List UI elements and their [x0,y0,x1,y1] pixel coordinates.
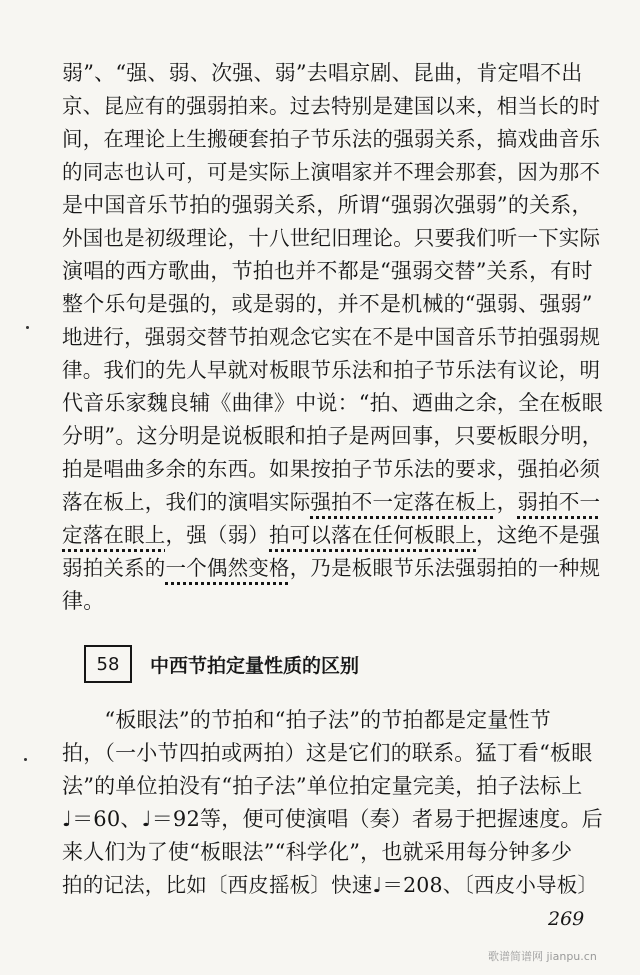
page-number: 269 [548,908,585,930]
plain-text: ，这绝不是强 [476,523,601,547]
plain-text: ，乃是板眼节乐法强弱拍的一种规 [289,556,601,580]
plain-text: 弱拍关系的 [62,556,166,580]
watermark: 歌谱简谱网 jianpu.cn [488,950,597,963]
emphasized-text: 弱拍不一 [517,490,601,514]
text-line: 拍的记法，比如〔西皮摇板〕快速♩＝208、〔西皮小导板〕 [62,873,599,897]
emphasized-text: 定落在眼上 [62,523,166,547]
text-line: 法”的单位拍没有“拍子法”单位拍定量完美，拍子法标上 [62,774,583,798]
text-line: 间，在理论上生搬硬套拍子节乐法的强弱关系，搞戏曲音乐 [62,127,601,151]
text-line-emphasis [62,485,610,519]
text-line: 外国也是初级理论，十八世纪旧理论。只要我们听一下实际 [62,226,601,250]
text-line: 的同志也认可，可是实际上演唱家并不理会那套，因为那不 [62,160,601,184]
text-line: 拍，（一小节四拍或两拍）这是它们的联系。猛丁看“板眼 [62,741,593,765]
print-speck [26,326,29,329]
section-number-box: 58 [84,645,132,683]
text-line: 演唱的西方歌曲，节拍也并不都是“强弱交替”关系，有时 [62,259,593,283]
text-line: 京、昆应有的强弱拍来。过去特别是建国以来，相当长的时 [62,94,601,118]
text-line-emphasis [62,518,610,552]
text-line: 地进行，强弱交替节拍观念它实在不是中国音乐节拍强弱规 [62,325,601,349]
section-heading [84,644,359,684]
text-line: 是中国音乐节拍的强弱关系，所谓“强弱次强弱”的关系， [62,193,593,217]
emphasized-text: 一个偶然变格 [165,556,290,580]
text-line: 律。 [62,589,105,613]
text-line: 拍是唱曲多余的东西。如果按拍子节乐法的要求，强拍必须 [62,457,601,481]
emphasized-text: 强拍不一定落在板上 [310,490,497,514]
text-line: 代音乐家魏良辅《曲律》中说：“拍、迺曲之余，全在板眼 [62,391,603,415]
print-speck [24,758,27,761]
text-line: “板眼法”的节拍和“拍子法”的节拍都是定量性节 [62,708,551,732]
text-line: 弱”、“强、弱、次强、弱”去唱京剧、昆曲，肯定唱不出 [62,61,583,85]
plain-text: 落在板上，我们的演唱实际 [62,490,311,514]
text-line-emphasis [62,551,610,585]
emphasized-text: 拍可以落在任何板眼上 [269,523,476,547]
plain-text: ， [496,490,518,514]
text-line: 分明”。这分明是说板眼和拍子是两回事，只要板眼分明， [62,424,603,448]
plain-text: ，强（弱） [165,523,269,547]
text-line: 来人们为了使“板眼法”“科学化”，也就采用每分钟多少 [62,840,573,864]
text-line: 整个乐句是强的，或是弱的，并不是机械的“强弱、强弱” [62,292,593,316]
section-title: 中西节拍定量性质的区别 [150,654,360,677]
text-line: 律。我们的先人早就对板眼节乐法和拍子节乐法有议论，明 [62,358,601,382]
text-line: ♩＝60、♩＝92等，便可使演唱（奏）者易于把握速度。后 [62,807,603,831]
